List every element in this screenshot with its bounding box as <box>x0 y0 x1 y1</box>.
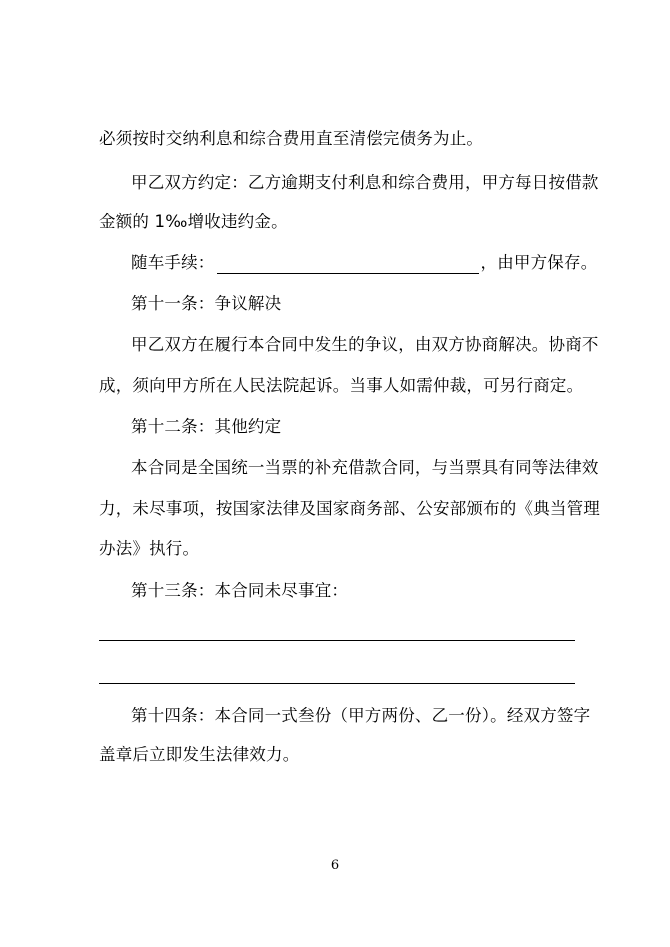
article-13-heading: 第十三条：本合同未尽事宜： <box>131 581 349 600</box>
page-number: 6 <box>330 858 340 873</box>
article-12-heading: 第十二条：其他约定 <box>131 417 282 436</box>
fill-in-blank-line <box>99 683 575 684</box>
vehicle-procedures-label: 随车手续： <box>131 253 215 272</box>
vehicle-procedures-blank <box>217 255 479 274</box>
paragraph-line: 成，须向甲方所在人民法院起诉。当事人如需仲裁，可另行商定。 <box>99 376 584 395</box>
paragraph-line: 金额的 1‰增收违约金。 <box>99 212 288 231</box>
paragraph-line: 力，未尽事项，按国家法律及国家商务部、公安部颁布的《典当管理 <box>99 499 600 518</box>
fill-in-blank-line <box>99 640 575 641</box>
article-11-heading: 第十一条：争议解决 <box>131 294 282 313</box>
article-14-line: 第十四条：本合同一式叁份（甲方两份、乙一份）。经双方签字 <box>131 706 591 725</box>
paragraph-line: 本合同是全国统一当票的补充借款合同，与当票具有同等法律效 <box>131 458 599 477</box>
vehicle-procedures-suffix: ，由甲方保存。 <box>480 253 598 272</box>
paragraph-line: 必须按时交纳利息和综合费用直至清偿完债务为止。 <box>99 129 484 148</box>
paragraph-line: 盖章后立即发生法律效力。 <box>99 745 300 764</box>
paragraph-line: 甲乙双方在履行本合同中发生的争议，由双方协商解决。协商不 <box>131 335 599 354</box>
paragraph-line: 办法》执行。 <box>99 539 200 558</box>
vehicle-procedures-line <box>131 252 597 274</box>
paragraph-line: 甲乙双方约定：乙方逾期支付利息和综合费用，甲方每日按借款 <box>131 173 599 192</box>
